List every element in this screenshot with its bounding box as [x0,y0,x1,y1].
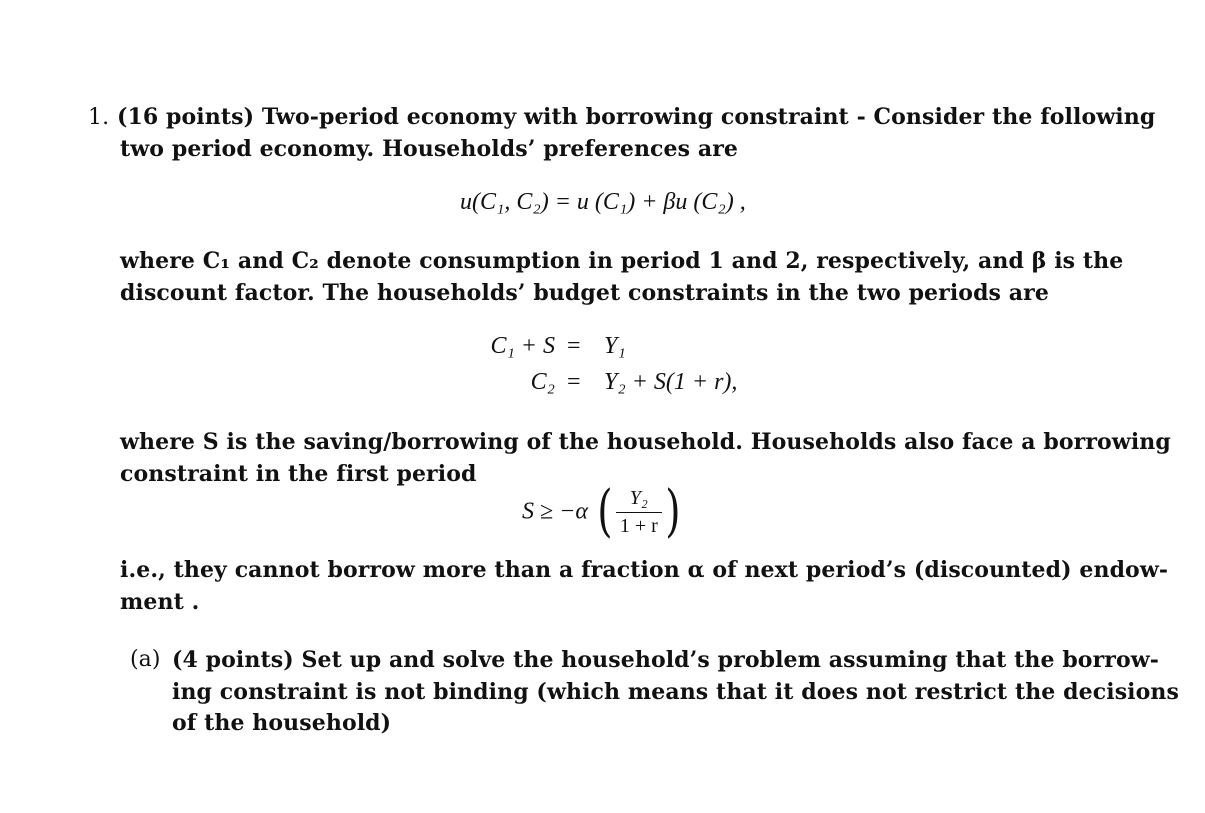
constraint-lhs: S ≥ −α [522,498,588,525]
constraint-denominator: 1 + r [619,514,658,537]
utility-lhs: u(C₁, C₂) [460,189,549,215]
part-a-label: (a) [130,647,161,672]
utility-equation [460,189,746,216]
paragraph-3-line-1: where S is the saving/borrowing of the household. Households also face a borrowing [120,429,1171,455]
borrowing-constraint [522,479,684,544]
budget-row-1 [0,333,1205,373]
budget-row-2 [0,369,1205,409]
utility-rhs: = u (C₁) + βu (C₂) , [554,189,746,215]
budget-1-eq: = [567,333,581,359]
paragraph-2-line-2: discount factor. The households’ budget constraints in the two periods are [120,280,1049,306]
problem-number: 1. [88,105,110,130]
right-paren: ) [665,479,681,544]
problem-line-2: two period economy. Households’ preferences are [120,136,739,162]
budget-1-lhs: C₁ + S [490,333,555,359]
constraint-fraction [616,487,662,538]
constraint-numerator: Y₂ [616,487,662,513]
left-paren: ( [597,479,613,544]
paragraph-4-line-2: ment . [120,589,200,615]
paragraph-4-line-1: i.e., they cannot borrow more than a fraction α of next period’s (discounted) endow- [120,557,1169,583]
part-a-line-2: ing constraint is not binding (which means that it does not restrict the decisions [172,679,1179,705]
part-a-line-1: (4 points) Set up and solve the household’s problem assuming that the borrow- [172,647,1160,673]
budget-2-rhs: Y₂ + S(1 + r), [604,369,738,395]
budget-2-eq: = [567,369,581,395]
paragraph-3-line-2: constraint in the first period [120,461,477,487]
budget-2-lhs: C₂ [530,369,555,395]
part-a-line-3: of the household) [172,710,392,736]
budget-1-rhs: Y₁ [604,333,626,359]
problem-header [88,102,1155,133]
paragraph-2-line-1: where C₁ and C₂ denote consumption in period 1 and 2, respectively, and β is the [120,248,1124,274]
problem-header-text: (16 points) Two-period economy with borrowing constraint - Consider the following [116,104,1156,130]
